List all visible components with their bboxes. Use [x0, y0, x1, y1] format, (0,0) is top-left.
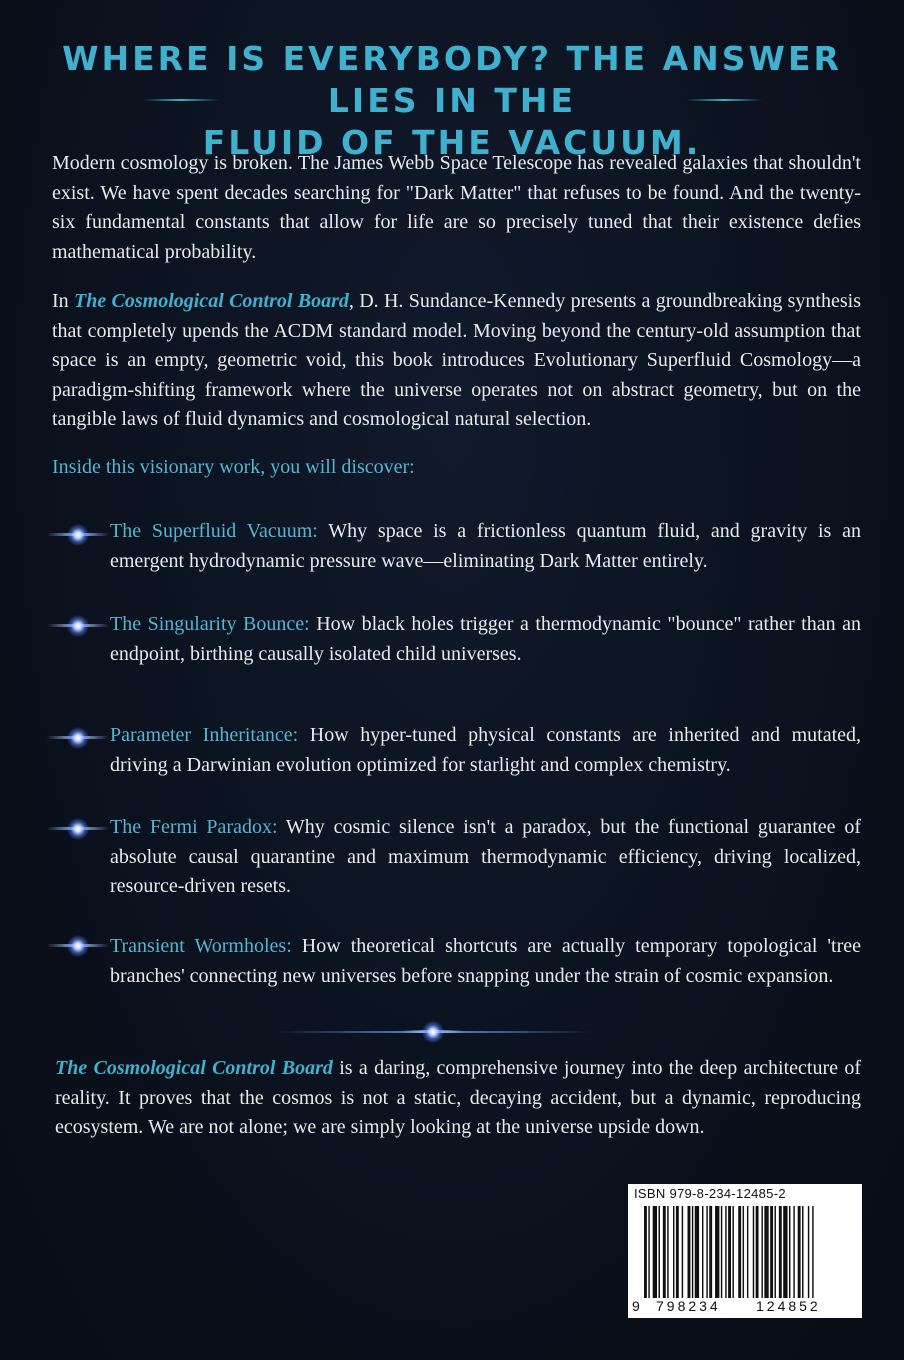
closing-text: is a daring, comprehensive journey into the deep architecture of reality. It proves that the cosmos is not a static, decaying accident, but a dynamic, reproducing ecosystem. We are not alone; we are simply looking at the universe upside down.: [55, 1057, 861, 1139]
barcode-bar: [721, 1206, 722, 1298]
discover-intro: Inside this visionary work, you will discover:: [52, 456, 415, 478]
bullet-lead: Parameter Inheritance:: [110, 724, 299, 746]
barcode-bar: [706, 1206, 707, 1298]
barcode-bars: [644, 1206, 856, 1298]
barcode-bar: [653, 1206, 657, 1298]
barcode-bar: [644, 1206, 647, 1298]
barcode-bar: [738, 1206, 741, 1298]
star-bullet-icon: [47, 818, 109, 840]
bullet-lead: The Superfluid Vacuum:: [110, 520, 318, 542]
bullet-text: Why space is a frictionless quantum fluid, and gravity is an emergent hydrodynamic pressure wave—eliminating Dark Matter entirely.: [110, 520, 861, 572]
headline-right-rule: [686, 99, 762, 101]
barcode-digit-first: 9: [632, 1298, 640, 1314]
barcode-bar: [798, 1206, 801, 1298]
barcode-bar: [789, 1206, 790, 1298]
barcode-bar: [764, 1206, 768, 1298]
barcode-bar: [667, 1206, 668, 1298]
synopsis-text: , D. H. Sundance-Kennedy presents a groundbreaking synthesis that completely upends the ACDM standard model. Moving beyond the century-old assumption that space is an empty, geometric void, this book introduces Evolutionary Superfluid Cosmology—a paradigm-shifting framework where the universe operates not on abstract geometry, but on the tangible laws of fluid dynamics and cosmological natural selection.: [52, 290, 861, 431]
barcode-bar: [676, 1206, 679, 1298]
opening-paragraph: Modern cosmology is broken. The James Webb Space Telescope has revealed galaxies that shouldn't exist. We have spent decades searching for "Dark Matter" that refuses to be found. And the twenty-six fundamental constants that allow for life are so precisely tuned that their existence defies mathematical probability.: [52, 152, 861, 263]
isbn-label: ISBN 979-8-234-12485-2: [634, 1186, 786, 1201]
barcode-bar: [802, 1206, 803, 1298]
star-bullet-icon: [47, 524, 109, 546]
barcode-bar: [783, 1206, 787, 1298]
barcode-bar: [732, 1206, 733, 1298]
barcode-bar: [779, 1206, 782, 1298]
barcode-bar: [682, 1206, 683, 1298]
isbn-barcode: [628, 1184, 862, 1318]
barcode-bar: [695, 1206, 699, 1298]
barcode-bar: [648, 1206, 649, 1298]
bullet-item: [110, 721, 861, 780]
bullet-lead: Transient Wormholes:: [110, 935, 292, 957]
bullet-lead: The Singularity Bounce:: [110, 613, 310, 635]
barcode-bar: [728, 1206, 731, 1298]
barcode-bar: [756, 1206, 759, 1298]
bullet-item: [110, 932, 861, 991]
bullet-text: Why cosmic silence isn't a paradox, but the functional guarantee of absolute causal quarantine and maximum thermodynamic efficiency, driving localized, resource-driven resets.: [110, 816, 861, 898]
headline: [40, 38, 864, 164]
barcode-bar: [770, 1206, 773, 1298]
headline-line-2: FLUID OF THE VACUUM.: [202, 123, 702, 162]
divider-star-icon: [402, 1021, 464, 1043]
barcode-bar: [663, 1206, 666, 1298]
book-title: The Cosmological Control Board: [73, 290, 349, 312]
bullet-text: How black holes trigger a thermodynamic "bounce" rather than an endpoint, birthing causally isolated child universes.: [110, 613, 861, 665]
barcode-bar: [692, 1206, 693, 1298]
barcode-bar: [673, 1206, 674, 1298]
star-bullet-icon: [47, 935, 109, 957]
barcode-bar: [775, 1206, 776, 1298]
headline-line-1: WHERE IS EVERYBODY? THE ANSWER LIES IN THE: [62, 39, 842, 120]
star-bullet-icon: [47, 727, 109, 749]
barcode-bar: [808, 1206, 809, 1298]
barcode-bar: [688, 1206, 691, 1298]
synopsis-prefix: In: [52, 290, 74, 312]
bullet-lead: The Fermi Paradox:: [110, 816, 278, 838]
barcode-digits-right: 124852: [756, 1298, 821, 1314]
barcode-bar: [743, 1206, 744, 1298]
barcode-bar: [702, 1206, 703, 1298]
closing-book-title: The Cosmological Control Board: [55, 1057, 333, 1079]
bullet-text: How hyper-tuned physical constants are inherited and mutated, driving a Darwinian evolution optimized for starlight and complex chemistry.: [110, 724, 862, 776]
headline-left-rule: [143, 99, 219, 101]
barcode-bar: [812, 1206, 813, 1298]
barcode-bar: [753, 1206, 754, 1298]
barcode-bar: [725, 1206, 726, 1298]
closing-paragraph: [55, 1054, 861, 1143]
barcode-bar: [715, 1206, 719, 1298]
barcode-bar: [709, 1206, 712, 1298]
bullet-item: [110, 610, 861, 669]
barcode-bar: [761, 1206, 762, 1298]
bullet-item: [110, 813, 861, 902]
star-bullet-icon: [47, 615, 109, 637]
bullet-text: How theoretical shortcuts are actually temporary topological 'tree branches' connecting new universes before snapping under the strain of cosmic expansion.: [110, 935, 861, 987]
synopsis-paragraph: [52, 287, 861, 435]
barcode-digits-left: 798234: [656, 1298, 721, 1314]
barcode-bar: [659, 1206, 660, 1298]
bullet-item: [110, 517, 861, 576]
barcode-bar: [747, 1206, 748, 1298]
barcode-bar: [793, 1206, 794, 1298]
